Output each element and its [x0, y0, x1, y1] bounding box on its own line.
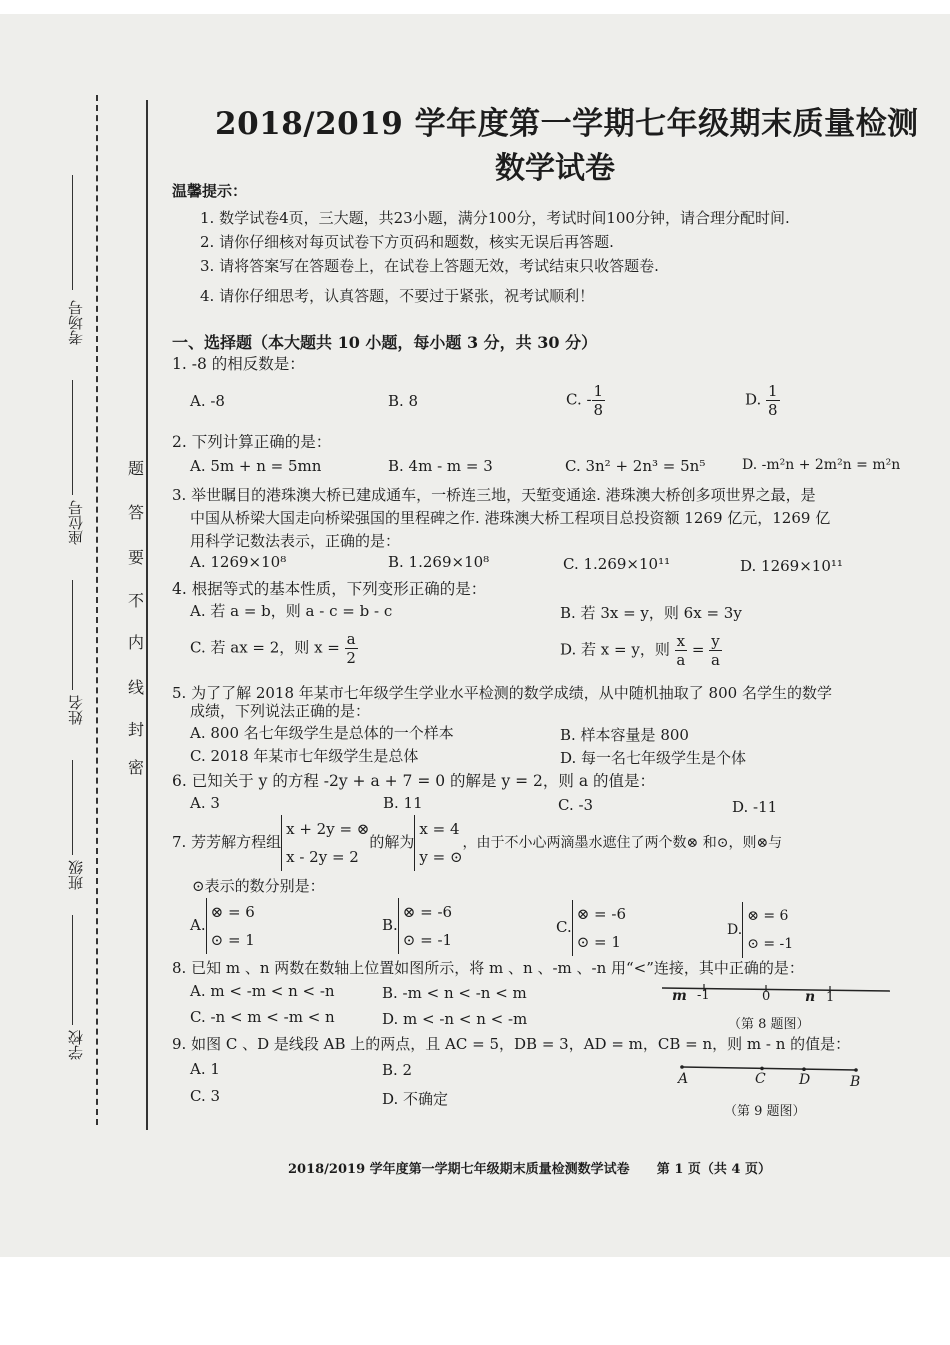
- q3-stem-line3: 用科学记数法表示，正确的是：: [190, 532, 401, 550]
- field-class-line: [72, 760, 73, 855]
- q6-option-c: C. -3: [558, 796, 594, 814]
- seal-char: 内: [128, 633, 145, 652]
- q5-option-b: B. 样本容量是 800: [560, 726, 689, 744]
- q7-stem: [172, 815, 782, 871]
- seal-char: 不: [128, 591, 145, 610]
- seal-dashed-line: [96, 95, 98, 1125]
- q4-d-num1: x: [676, 632, 686, 650]
- q6-option-a: A. 3: [190, 794, 220, 812]
- tip-item: 1. 数学试卷4页，三大题，共23小题，满分100分，考试时间100分钟，请合理分配时间.: [200, 209, 790, 227]
- q1-d-prefix: D.: [745, 390, 762, 409]
- q4-stem: 4. 根据等式的基本性质，下列变形正确的是：: [172, 580, 487, 598]
- q7-stem-prefix: 7. 芳芳解方程组: [172, 833, 282, 851]
- q2-option-c: C. 3n² + 2n³ = 5n⁵: [565, 457, 706, 475]
- q1-d-num: 1: [768, 382, 778, 400]
- q3-stem-line2: 中国从桥梁大国走向桥梁强国的里程碑之作. 港珠澳大桥工程项目总投资额 1269 亿元，1269 亿: [190, 509, 831, 527]
- q7-solution: [414, 815, 462, 871]
- q1-option-d: [745, 382, 780, 419]
- section-title: 一、选择题（本大题共 10 小题，每小题 3 分，共 30 分）: [172, 333, 598, 352]
- q7-a-label: A.: [190, 916, 206, 934]
- field-seat-line: [72, 380, 73, 495]
- q4-d-fraction-left: [675, 632, 687, 669]
- seal-char: 答: [128, 503, 145, 522]
- q8-option-b: B. -m < n < -n < m: [382, 984, 527, 1002]
- tip-item: 2. 请你仔细核对每页试卷下方页码和题数，核实无误后再答题.: [200, 233, 614, 251]
- q7-c-line2: ⊙ = 1: [576, 933, 621, 951]
- q7-sol2: y = ⊙: [419, 848, 463, 866]
- q5-option-c: C. 2018 年某市七年级学生是总体: [190, 747, 419, 765]
- q4-d-equals: =: [691, 640, 705, 659]
- q3-option-a: A. 1269×10⁸: [190, 553, 287, 571]
- field-school-label: 学校: [67, 1030, 85, 1060]
- q1-c-prefix: C. -: [566, 390, 592, 409]
- exam-subtitle: 数学试卷: [495, 151, 615, 186]
- q7-option-b: [382, 898, 452, 954]
- q9-option-c: C. 3: [190, 1087, 221, 1105]
- q4-option-b: B. 若 3x = y，则 6x = 3y: [560, 604, 742, 622]
- q7-c-label: C.: [556, 918, 572, 936]
- q8-option-d: D. m < -n < n < -m: [382, 1010, 528, 1028]
- footer-exam-name: 2018/2019 学年度第一学期七年级期末质量检测数学试卷: [288, 1162, 630, 1177]
- q7-stem-suffix: ，由于不小心两滴墨水遮住了两个数⊗ 和⊙，则⊗与: [462, 835, 783, 851]
- q2-option-a: A. 5m + n = 5mn: [190, 457, 322, 475]
- q7-a-line2: ⊙ = 1: [210, 931, 255, 949]
- q7-option-d: [727, 902, 793, 958]
- q5-stem-line1: 5. 为了了解 2018 年某市七年级学生学业水平检测的数学成绩，从中随机抽取了 800 名学生的数学: [172, 684, 832, 702]
- seal-char: 封: [128, 720, 145, 739]
- q4-d-fraction-right: [709, 632, 721, 669]
- q1-d-den: 8: [768, 401, 778, 419]
- q4-c-prefix: C. 若 ax = 2，则 x =: [190, 638, 340, 657]
- q7-option-a: [190, 898, 255, 954]
- q7-system: [281, 815, 369, 871]
- q1-option-a: A. -8: [190, 392, 225, 410]
- q6-option-d: D. -11: [732, 798, 778, 816]
- q7-sol1: x = 4: [419, 820, 460, 838]
- q9-option-b: B. 2: [382, 1061, 413, 1079]
- q7-a-line1: ⊗ = 6: [210, 903, 255, 921]
- seal-char: 题: [128, 459, 145, 478]
- q8-option-c: C. -n < m < -m < n: [190, 1008, 335, 1026]
- q8-label-1: 1: [826, 990, 835, 1005]
- q1-c-den: 8: [593, 401, 604, 419]
- q9-label-c: C: [755, 1071, 766, 1087]
- q7-b-line1: ⊗ = -6: [402, 903, 453, 921]
- q7-b-line2: ⊙ = -1: [402, 931, 453, 949]
- q8-option-a: A. m < -m < n < -n: [190, 982, 335, 1000]
- q7-b-label: B.: [382, 916, 398, 934]
- q9-option-a: A. 1: [190, 1060, 220, 1078]
- tips-heading: 温馨提示：: [172, 182, 248, 200]
- q2-stem: 2. 下列计算正确的是：: [172, 433, 332, 451]
- q9-segment-figure: [676, 1062, 866, 1076]
- q4-c-fraction: [345, 630, 358, 667]
- q7-stem-mid: 的解为: [369, 833, 415, 851]
- q4-option-a: A. 若 a = b，则 a - c = b - c: [190, 602, 393, 620]
- exam-title: 2018/2019 学年度第一学期七年级期末质量检测: [215, 106, 919, 142]
- q7-option-c: [556, 900, 626, 956]
- q5-stem-line2: 成绩，下列说法正确的是：: [190, 702, 371, 720]
- q8-label-neg1: -1: [697, 988, 710, 1003]
- q9-label-d: D: [799, 1072, 811, 1088]
- q1-d-fraction: [766, 382, 780, 419]
- q4-d-den2: a: [711, 651, 720, 669]
- q9-label-b: B: [850, 1074, 861, 1090]
- q6-stem: 6. 已知关于 y 的方程 -2y + a + 7 = 0 的解是 y = 2，则 a 的值是：: [172, 772, 656, 790]
- q9-label-a: A: [678, 1071, 689, 1087]
- q3-option-d: D. 1269×10¹¹: [740, 557, 843, 575]
- q7-d-line1: ⊗ = 6: [747, 908, 789, 924]
- q7-eq1: x + 2y = ⊗: [286, 820, 370, 838]
- q8-number-line: [660, 978, 896, 1008]
- q8-label-m: m: [672, 988, 687, 1004]
- q9-stem: 9. 如图 C 、D 是线段 AB 上的两点，且 AC = 5，DB = 3，AD = m，CB = n，则 m - n 的值是：: [172, 1035, 851, 1053]
- seal-char: 线: [128, 678, 145, 697]
- q1-option-c: [566, 382, 605, 419]
- field-name-line: [72, 580, 73, 690]
- q4-c-num: a: [346, 630, 356, 648]
- q7-d-line2: ⊙ = -1: [747, 936, 794, 952]
- q3-option-c: C. 1.269×10¹¹: [563, 555, 671, 573]
- q4-d-num2: y: [711, 632, 720, 650]
- q7-stem-line2: ⊙表示的数分别是：: [192, 877, 325, 895]
- q4-c-den: 2: [346, 649, 356, 667]
- margin-solid-line: [146, 100, 148, 1130]
- q8-stem: 8. 已知 m 、n 两数在数轴上位置如图所示，将 m 、n 、-m 、-n 用“<”连接，其中正确的是：: [172, 959, 804, 977]
- seal-char: 密: [128, 758, 145, 777]
- q5-option-a: A. 800 名七年级学生是总体的一个样本: [190, 724, 454, 742]
- q1-c-num: 1: [593, 382, 604, 400]
- q8-label-n: n: [805, 989, 816, 1005]
- q7-c-system: [572, 900, 626, 956]
- q8-label-0: 0: [762, 989, 771, 1004]
- q7-a-system: [206, 898, 255, 954]
- field-school-line: [72, 915, 73, 1025]
- field-class-label: 班级: [67, 860, 85, 890]
- q1-stem: 1. -8 的相反数是：: [172, 355, 305, 373]
- q5-option-d: D. 每一名七年级学生是个体: [560, 749, 747, 767]
- q9-figure-caption: （第 9 题图）: [724, 1104, 806, 1119]
- field-name-label: 姓名: [67, 695, 85, 725]
- field-exam-room-line: [72, 175, 73, 290]
- q3-option-b: B. 1.269×10⁸: [388, 553, 490, 571]
- tip-item: 3. 请将答案写在答题卷上，在试卷上答题无效，考试结束只收答题卷.: [200, 257, 659, 275]
- q4-d-den1: a: [676, 651, 686, 669]
- seal-char: 要: [128, 548, 145, 567]
- field-exam-room-label: 考场号: [67, 300, 85, 345]
- q2-option-b: B. 4m - m = 3: [388, 457, 493, 475]
- q4-option-d: [560, 632, 722, 669]
- q4-option-c: [190, 630, 358, 667]
- tip-item: 4. 请你仔细思考，认真答题，不要过于紧张，祝考试顺利！: [200, 287, 595, 305]
- q3-stem-line1: 3. 举世瞩目的港珠澳大桥已建成通车，一桥连三地，天堑变通途. 港珠澳大桥创多项世界之最，是: [172, 486, 816, 504]
- q6-option-b: B. 11: [383, 794, 423, 812]
- q7-d-label: D.: [727, 922, 743, 938]
- field-seat-label: 座位号: [67, 500, 85, 545]
- q8-figure-caption: （第 8 题图）: [728, 1017, 810, 1032]
- footer-page-number: 第 1 页（共 4 页）: [656, 1162, 771, 1177]
- q7-b-system: [398, 898, 452, 954]
- q9-option-d: D. 不确定: [382, 1090, 449, 1108]
- q2-option-d: D. -m²n + 2m²n = m²n: [742, 457, 901, 473]
- page-footer: [288, 1158, 771, 1177]
- q7-d-system: [742, 902, 793, 958]
- q4-d-prefix: D. 若 x = y，则: [560, 640, 670, 659]
- q1-c-fraction: [592, 382, 606, 419]
- q7-c-line1: ⊗ = -6: [576, 905, 627, 923]
- q7-eq2: x - 2y = 2: [286, 848, 359, 866]
- q1-option-b: B. 8: [388, 392, 419, 410]
